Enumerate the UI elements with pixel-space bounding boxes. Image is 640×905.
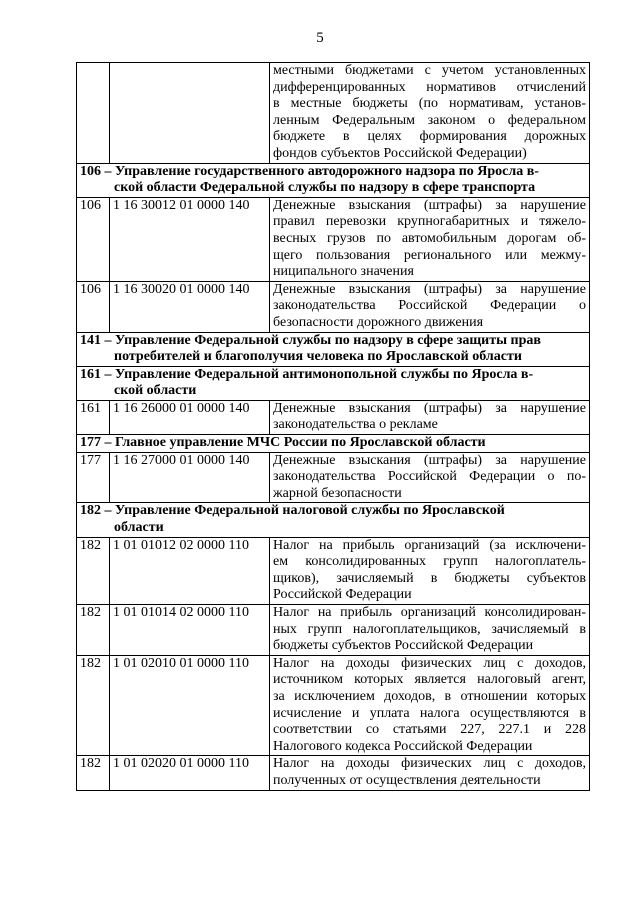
revenue-code-cell: 1 16 30020 01 0000 140 xyxy=(110,281,270,332)
description-line: Денежные взыскания (штрафы) за нарушение xyxy=(273,452,586,468)
section-header-row xyxy=(77,366,590,400)
section-heading-line: 141 – Управление Федеральной службы по надзору в сфере защиты прав xyxy=(80,332,541,348)
section-header-row xyxy=(77,332,590,366)
revenue-code-cell: 1 16 30012 01 0000 140 xyxy=(110,197,270,281)
section-heading-line: 106 – Управление государственного автодорожного надзора по Яросла в- xyxy=(80,163,539,179)
description-line: жарной безопасности xyxy=(273,485,402,501)
admin-code-cell: 106 xyxy=(77,197,110,281)
table-row xyxy=(77,756,590,790)
table-body xyxy=(77,63,590,791)
description-cell xyxy=(270,281,590,332)
description-line: Налог на прибыль организаций консолидирован- xyxy=(273,605,586,620)
description-line: законодательства о рекламе xyxy=(273,417,438,433)
section-heading-line: 182 – Управление Федеральной налоговой службы по Ярославской xyxy=(80,503,505,519)
section-heading-line: потребителей и благополучия человека по Ярославской области xyxy=(114,349,522,365)
description-cell xyxy=(270,400,590,434)
admin-code-cell: 182 xyxy=(77,756,110,790)
admin-code-cell: 182 xyxy=(77,655,110,756)
description-line: исчисление и уплата налога осуществляются в xyxy=(273,705,586,721)
admin-code-cell: 161 xyxy=(77,400,110,434)
description-line: ниципального значения xyxy=(273,264,414,280)
section-header-row xyxy=(77,435,590,453)
description-line: правил перевозки крупногабаритных и тяжело- xyxy=(273,214,586,230)
description-line: Налог на прибыль организаций (за исключени- xyxy=(273,537,586,553)
description-line: Денежные взыскания (штрафы) за нарушение xyxy=(273,197,586,213)
description-line: ных групп налогоплательщиков, зачисляемый в xyxy=(273,621,586,637)
section-heading xyxy=(77,163,590,197)
section-heading-line: ской области xyxy=(114,383,197,399)
admin-code-cell xyxy=(77,63,110,164)
section-heading xyxy=(77,435,590,453)
table-row xyxy=(77,197,590,281)
admin-code-cell: 182 xyxy=(77,605,110,656)
description-line: бюджете в целях формирования дорожных xyxy=(273,129,586,145)
section-heading xyxy=(77,332,590,366)
description-line: Налог на доходы физических лиц с доходов, xyxy=(273,756,586,772)
page-number: 5 xyxy=(316,30,324,46)
section-heading-line: ской области Федеральной службы по надзору в сфере транспорта xyxy=(114,180,536,196)
description-line: Налог на доходы физических лиц с доходов, xyxy=(273,655,586,671)
section-header-row xyxy=(77,163,590,197)
description-line: полученных от осуществления деятельности xyxy=(273,772,541,788)
description-line: законодательства Российской Федерации о xyxy=(273,298,586,314)
revenue-code-cell: 1 01 02020 01 0000 110 xyxy=(110,756,270,790)
description-line: Денежные взыскания (штрафы) за нарушение xyxy=(273,281,586,297)
section-heading-line: 161 – Управление Федеральной антимонопольной службы по Яросла в- xyxy=(80,366,534,382)
admin-code-cell: 182 xyxy=(77,537,110,604)
description-line: Налогового кодекса Российской Федерации xyxy=(273,738,533,754)
section-heading-line: области xyxy=(114,520,164,536)
description-cell xyxy=(270,756,590,790)
table-row xyxy=(77,281,590,332)
description-line: щиков), зачисляемый в бюджеты субъектов xyxy=(273,570,586,586)
revenue-code-cell: 1 16 27000 01 0000 140 xyxy=(110,452,270,503)
description-line: щего пользования регионального или межму- xyxy=(273,247,586,263)
description-line: ленным Федеральным законом о федеральном xyxy=(273,112,586,128)
description-line: за исключением доходов, в отношении которых xyxy=(273,688,586,704)
description-cell xyxy=(270,537,590,604)
description-line: весных грузов по автомобильным дорогам об- xyxy=(273,230,586,246)
description-line: бюджеты субъектов Российской Федерации xyxy=(273,638,534,654)
description-cell xyxy=(270,605,590,656)
description-line: источником которых является налоговый агент, xyxy=(273,672,586,688)
description-line: ем консолидированных групп налогоплатель- xyxy=(273,554,586,570)
revenue-code-cell: 1 01 01014 02 0000 110 xyxy=(110,605,270,656)
revenue-codes-table xyxy=(76,62,590,791)
section-heading-line: 177 – Главное управление МЧС России по Ярославской области xyxy=(80,435,486,451)
revenue-code-cell: 1 01 01012 02 0000 110 xyxy=(110,537,270,604)
description-line: соответствии со статьями 227, 227.1 и 228 xyxy=(273,722,586,738)
revenue-code-cell: 1 16 26000 01 0000 140 xyxy=(110,400,270,434)
description-cell xyxy=(270,452,590,503)
description-cell xyxy=(270,63,590,164)
description-line: фондов субъектов Российской Федерации) xyxy=(273,145,527,161)
description-line: законодательства Российской Федерации о по- xyxy=(273,469,586,485)
table-row xyxy=(77,605,590,656)
description-cell xyxy=(270,197,590,281)
description-cell xyxy=(270,655,590,756)
description-line: безопасности дорожного движения xyxy=(273,314,484,330)
table-row xyxy=(77,655,590,756)
description-line: Денежные взыскания (штрафы) за нарушение xyxy=(273,400,586,416)
section-heading xyxy=(77,503,590,537)
section-heading xyxy=(77,366,590,400)
revenue-code-cell xyxy=(110,63,270,164)
description-line: Российской Федерации xyxy=(273,587,412,603)
revenue-code-cell: 1 01 02010 01 0000 110 xyxy=(110,655,270,756)
admin-code-cell: 177 xyxy=(77,452,110,503)
table-row xyxy=(77,537,590,604)
description-line: дифференцированных нормативов отчислений xyxy=(273,79,586,95)
table-row xyxy=(77,400,590,434)
description-line: в местные бюджеты (по нормативам, установ- xyxy=(273,96,586,112)
table-row xyxy=(77,452,590,503)
continuation-row xyxy=(77,63,590,164)
description-line: местными бюджетами с учетом установленных xyxy=(273,63,586,78)
admin-code-cell: 106 xyxy=(77,281,110,332)
section-header-row xyxy=(77,503,590,537)
